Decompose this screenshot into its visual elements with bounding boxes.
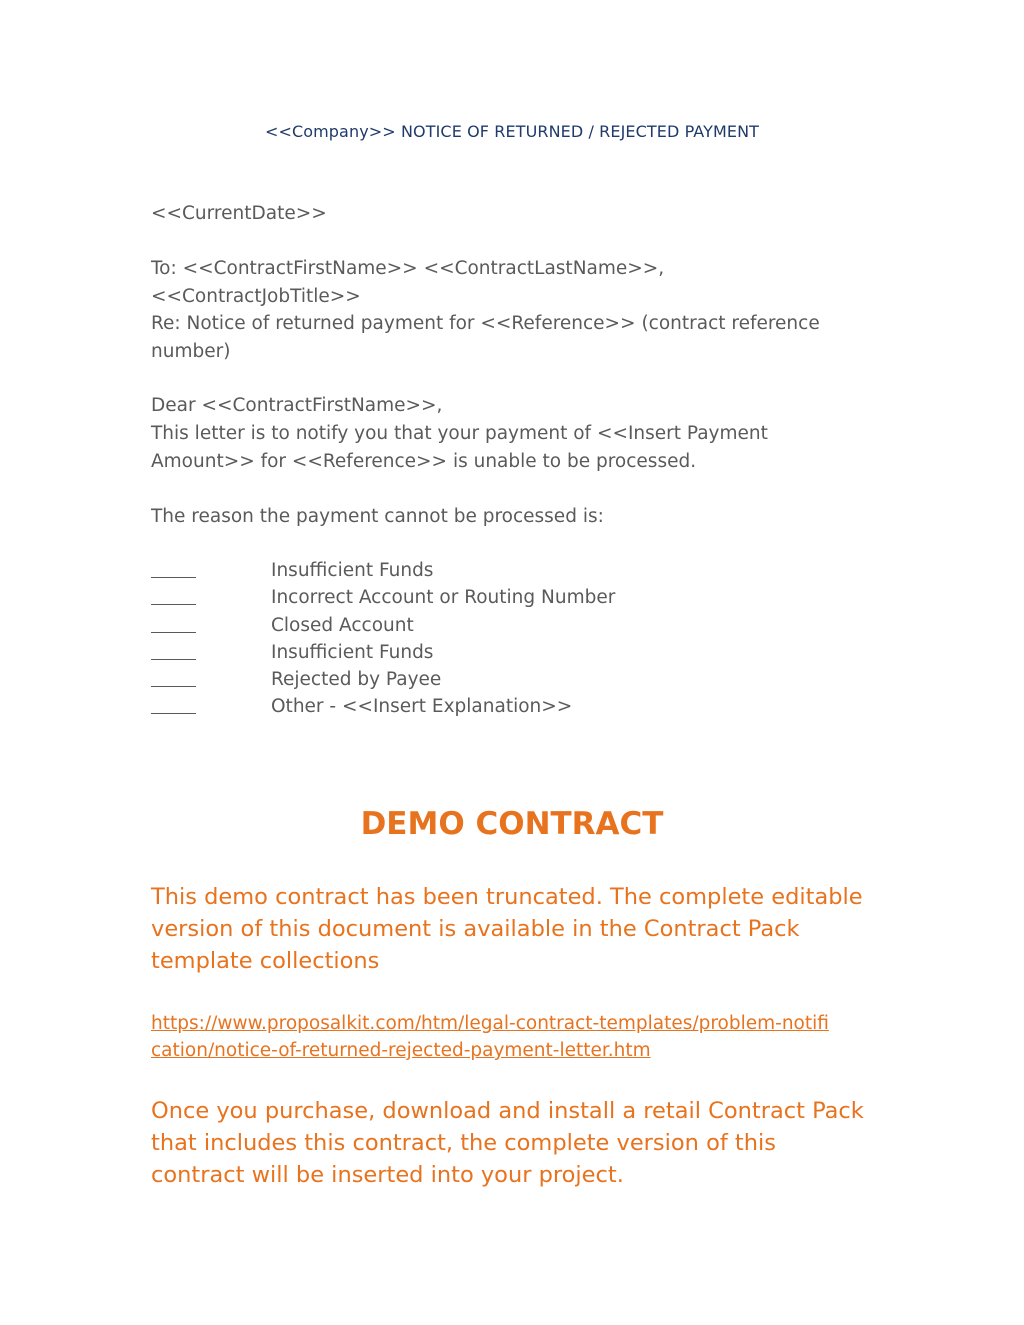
body-paragraph: This letter is to notify you that your payment of <<Insert Payment Amount>> for <<Reference>> is unable to be processed.	[151, 423, 768, 472]
reason-item	[151, 666, 871, 693]
to-line: To: <<ContractFirstName>> <<ContractLastName>>, <<ContractJobTitle>>	[151, 258, 665, 307]
reason-item	[151, 612, 871, 639]
reason-list	[151, 557, 871, 721]
reason-label: Insufficient Funds	[271, 560, 434, 581]
reason-item	[151, 584, 871, 611]
reason-label: Insufficient Funds	[271, 641, 434, 663]
checkbox-blank	[151, 659, 196, 660]
reason-label: Rejected by Payee	[271, 669, 442, 691]
checkbox-blank	[151, 604, 196, 605]
reason-item	[151, 639, 871, 666]
salutation: Dear <<ContractFirstName>>,	[151, 395, 443, 416]
proposalkit-link[interactable]: https://www.proposalkit.com/htm/legal-contract-templates/problem-notification/notice-of-returned-rejected-payment-letter.htm	[151, 1013, 829, 1061]
checkbox-blank	[151, 686, 196, 687]
re-line: Re: Notice of returned payment for <<Reference>> (contract reference number)	[151, 313, 820, 362]
reason-label: Closed Account	[271, 614, 414, 636]
reason-item	[151, 557, 871, 584]
current-date: <<CurrentDate>>	[151, 203, 327, 224]
demo-heading: DEMO CONTRACT	[360, 806, 664, 842]
reason-label: Incorrect Account or Routing Number	[271, 587, 616, 609]
reason-label: Other - <<Insert Explanation>>	[271, 696, 573, 718]
checkbox-blank	[151, 713, 196, 714]
checkbox-blank	[151, 632, 196, 633]
demo-notice: This demo contract has been truncated. The complete editable version of this document is available in the Contract Pack template collections	[151, 884, 863, 974]
purchase-note: Once you purchase, download and install a retail Contract Pack that includes this contract, the complete version of this contract will be inserted into your project.	[151, 1098, 864, 1188]
checkbox-blank	[151, 577, 196, 578]
reason-item	[151, 693, 871, 720]
document-title: <<Company>> NOTICE OF RETURNED / REJECTED PAYMENT	[264, 122, 760, 141]
reason-intro: The reason the payment cannot be processed is:	[151, 506, 604, 527]
